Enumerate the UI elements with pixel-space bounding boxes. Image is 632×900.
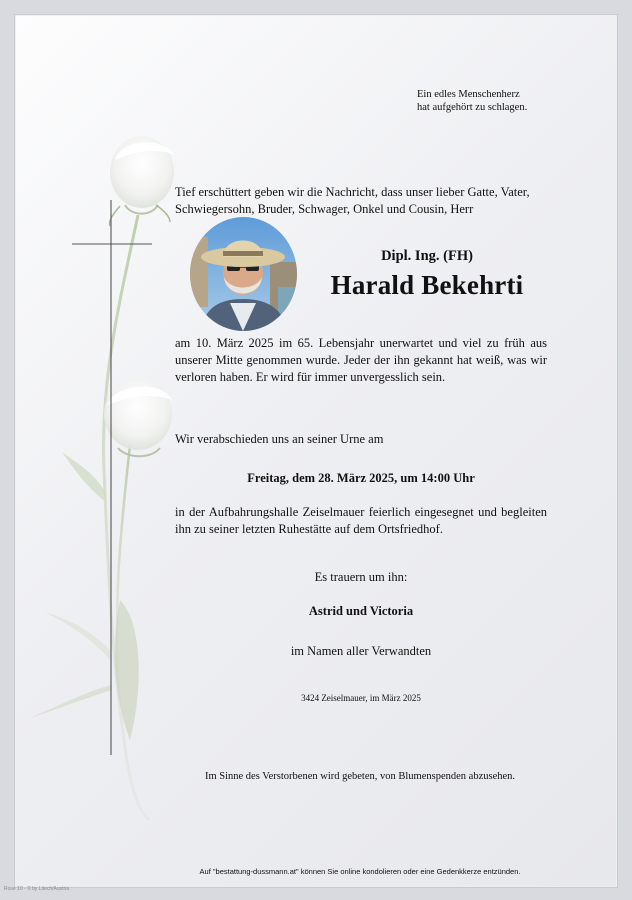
farewell-text: Wir verabschieden uns an seiner Urne am [175,432,384,446]
mourners-intro: Es trauern um ihn: [314,570,408,584]
flowers-note: Im Sinne des Verstorbenen wird gebeten, von Blumenspenden abzusehen. [204,771,516,782]
obituary-page [14,14,618,888]
footer-note: Auf "bestattung-dussmann.at" können Sie online kondolieren oder eine Gedenkkerze entzünden. [199,867,521,876]
ceremony-date: Freitag, dem 28. März 2025, um 14:00 Uhr [247,471,475,485]
deceased-title: Dipl. Ing. (FH) [381,248,473,264]
motto-line-1: Ein edles Menschenherz [417,89,520,100]
motto [417,88,527,114]
ceremony-text: in der Aufbahrungshalle Zeiselmauer feierlich eingesegnet und begleiten ihn zu seiner letzten Ruhestätte auf dem Ortsfriedhof. [175,505,547,536]
motto-line-2: hat aufgehört zu schlagen. [417,102,528,113]
credit-text: Rose 10 - © by Litech/Austria [4,886,70,892]
deceased-name: Harald Bekehrti [330,270,524,300]
portrait-photo [190,217,297,331]
mourners-names: Astrid und Victoria [308,604,414,618]
family-line: im Namen aller Verwandten [290,644,432,658]
death-announcement-text: am 10. März 2025 im 65. Lebensjahr unerwartet und viel zu früh aus unserer Mitte genommen wurde. Jeder der ihn gekannt hat weiß, was wir verloren haben. Er wird für immer unvergesslich sein. [175,336,547,384]
place-date: 3424 Zeiselmauer, im März 2025 [301,693,421,703]
intro-text: Tief erschüttert geben wir die Nachricht, dass unser lieber Gatte, Vater, Schwiegersohn, Bruder, Schwager, Onkel und Cousin, Herr [175,185,530,216]
